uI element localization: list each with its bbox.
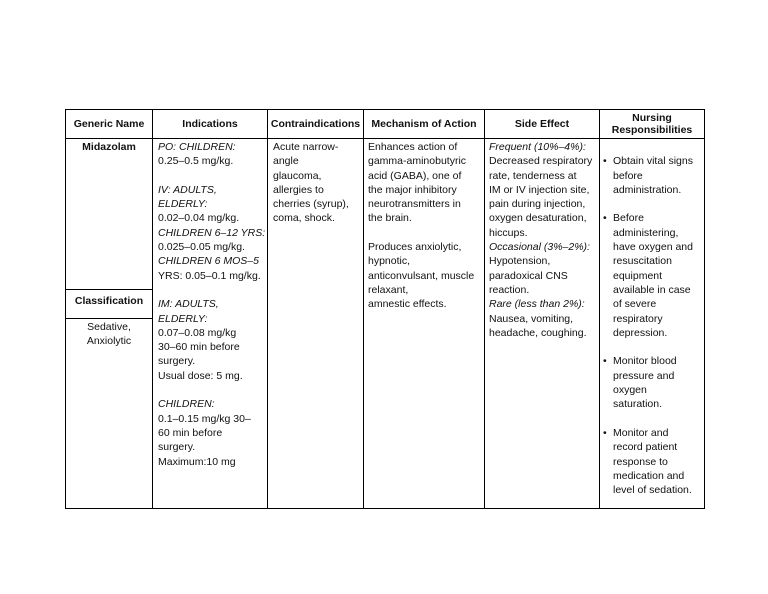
indication-line: [158, 383, 266, 397]
header-contraindications: Contraindications: [270, 118, 361, 130]
side-effect-list: Decreased respiratory rate, tenderness at IM or IV injection site, pain during injection, oxygen desaturation, hiccups.: [489, 155, 593, 239]
header-indications: Indications: [182, 118, 238, 130]
nursing-item: • Monitor blood pressure and oxygen saturation.: [603, 354, 703, 411]
nursing-list: [603, 154, 703, 497]
indication-line: 0.02–0.04 mg/kg.: [158, 212, 240, 225]
indication-line: 0.025–0.05 mg/kg.: [158, 241, 245, 254]
column-divider: [152, 110, 153, 508]
column-divider: [599, 110, 600, 508]
column-divider: [484, 110, 485, 508]
header-mechanism: Mechanism of Action: [371, 118, 477, 130]
nursing-item: • Monitor and record patient response to medication and level of sedation.: [603, 426, 703, 497]
indication-line: IV: ADULTS, ELDERLY:: [158, 183, 217, 211]
indication-line: YRS: 0.05–0.1 mg/kg.: [158, 269, 261, 282]
indication-line: 60 min before: [158, 426, 223, 439]
classification-bottom-divider: [66, 318, 152, 319]
indication-line: Usual dose: 5 mg.: [158, 369, 243, 382]
indication-line: surgery.: [158, 441, 196, 454]
header-generic-name: Generic Name: [73, 118, 145, 130]
header-divider: [66, 138, 704, 139]
side-effect-frequency: Rare (less than 2%):: [489, 298, 585, 311]
indication-line: 0.1–0.15 mg/kg 30–: [158, 412, 251, 425]
indication-line: PO: CHILDREN:: [158, 141, 236, 153]
classification-top-divider: [66, 289, 152, 290]
drug-table: [65, 109, 705, 509]
side-effect-frequency: Occasional (3%–2%):: [489, 241, 590, 254]
indication-line: [158, 169, 266, 183]
mechanism-text: Enhances action of gamma-aminobutyric acid (GABA), one of the major inhibitory neurotransmitters in the brain. Produces anxiolytic, hypnotic, anticonvulsant, muscle relaxant, amnestic effects.: [368, 141, 475, 311]
indication-line: IM: ADULTS, ELDERLY:: [158, 298, 219, 325]
nursing-item: • Before administering, have oxygen and resuscitation equipment available in case of severe respiratory depression.: [603, 211, 703, 340]
column-divider: [363, 110, 364, 508]
indication-line: CHILDREN 6–12 YRS:: [158, 226, 266, 239]
indications-text: [158, 140, 266, 469]
indication-line: 0.25–0.5 mg/kg.: [158, 155, 234, 168]
classification-label: Classification: [74, 295, 144, 307]
contraindications-text: Acute narrow- angle glaucoma, allergies to cherries (syrup), coma, shock.: [273, 141, 349, 225]
indication-line: 0.07–0.08 mg/kg: [158, 326, 237, 339]
indication-line: CHILDREN:: [158, 398, 215, 411]
side-effect-frequency: Frequent (10%–4%):: [489, 141, 586, 153]
column-divider: [267, 110, 268, 508]
nursing-item: • Obtain vital signs before administration.: [603, 154, 703, 197]
nursing-responsibilities: [603, 140, 703, 526]
classification-value: Sedative, Anxiolytic: [86, 321, 132, 348]
side-effect-list: Nausea, vomiting, headache, coughing.: [489, 312, 587, 339]
side-effect-list: Hypotension, paradoxical CNS reaction.: [489, 255, 568, 296]
indication-line: Maximum:10 mg: [158, 455, 236, 468]
header-nursing-responsibilities: Nursing Responsibilities: [611, 112, 693, 136]
indication-line: CHILDREN 6 MOS–5: [158, 255, 259, 268]
indication-line: surgery.: [158, 355, 196, 368]
indication-line: [158, 283, 266, 297]
side-effects-text: [489, 140, 599, 340]
generic-name: Midazolam: [82, 141, 136, 153]
header-side-effect: Side Effect: [514, 118, 570, 130]
indication-line: 30–60 min before: [158, 341, 240, 354]
